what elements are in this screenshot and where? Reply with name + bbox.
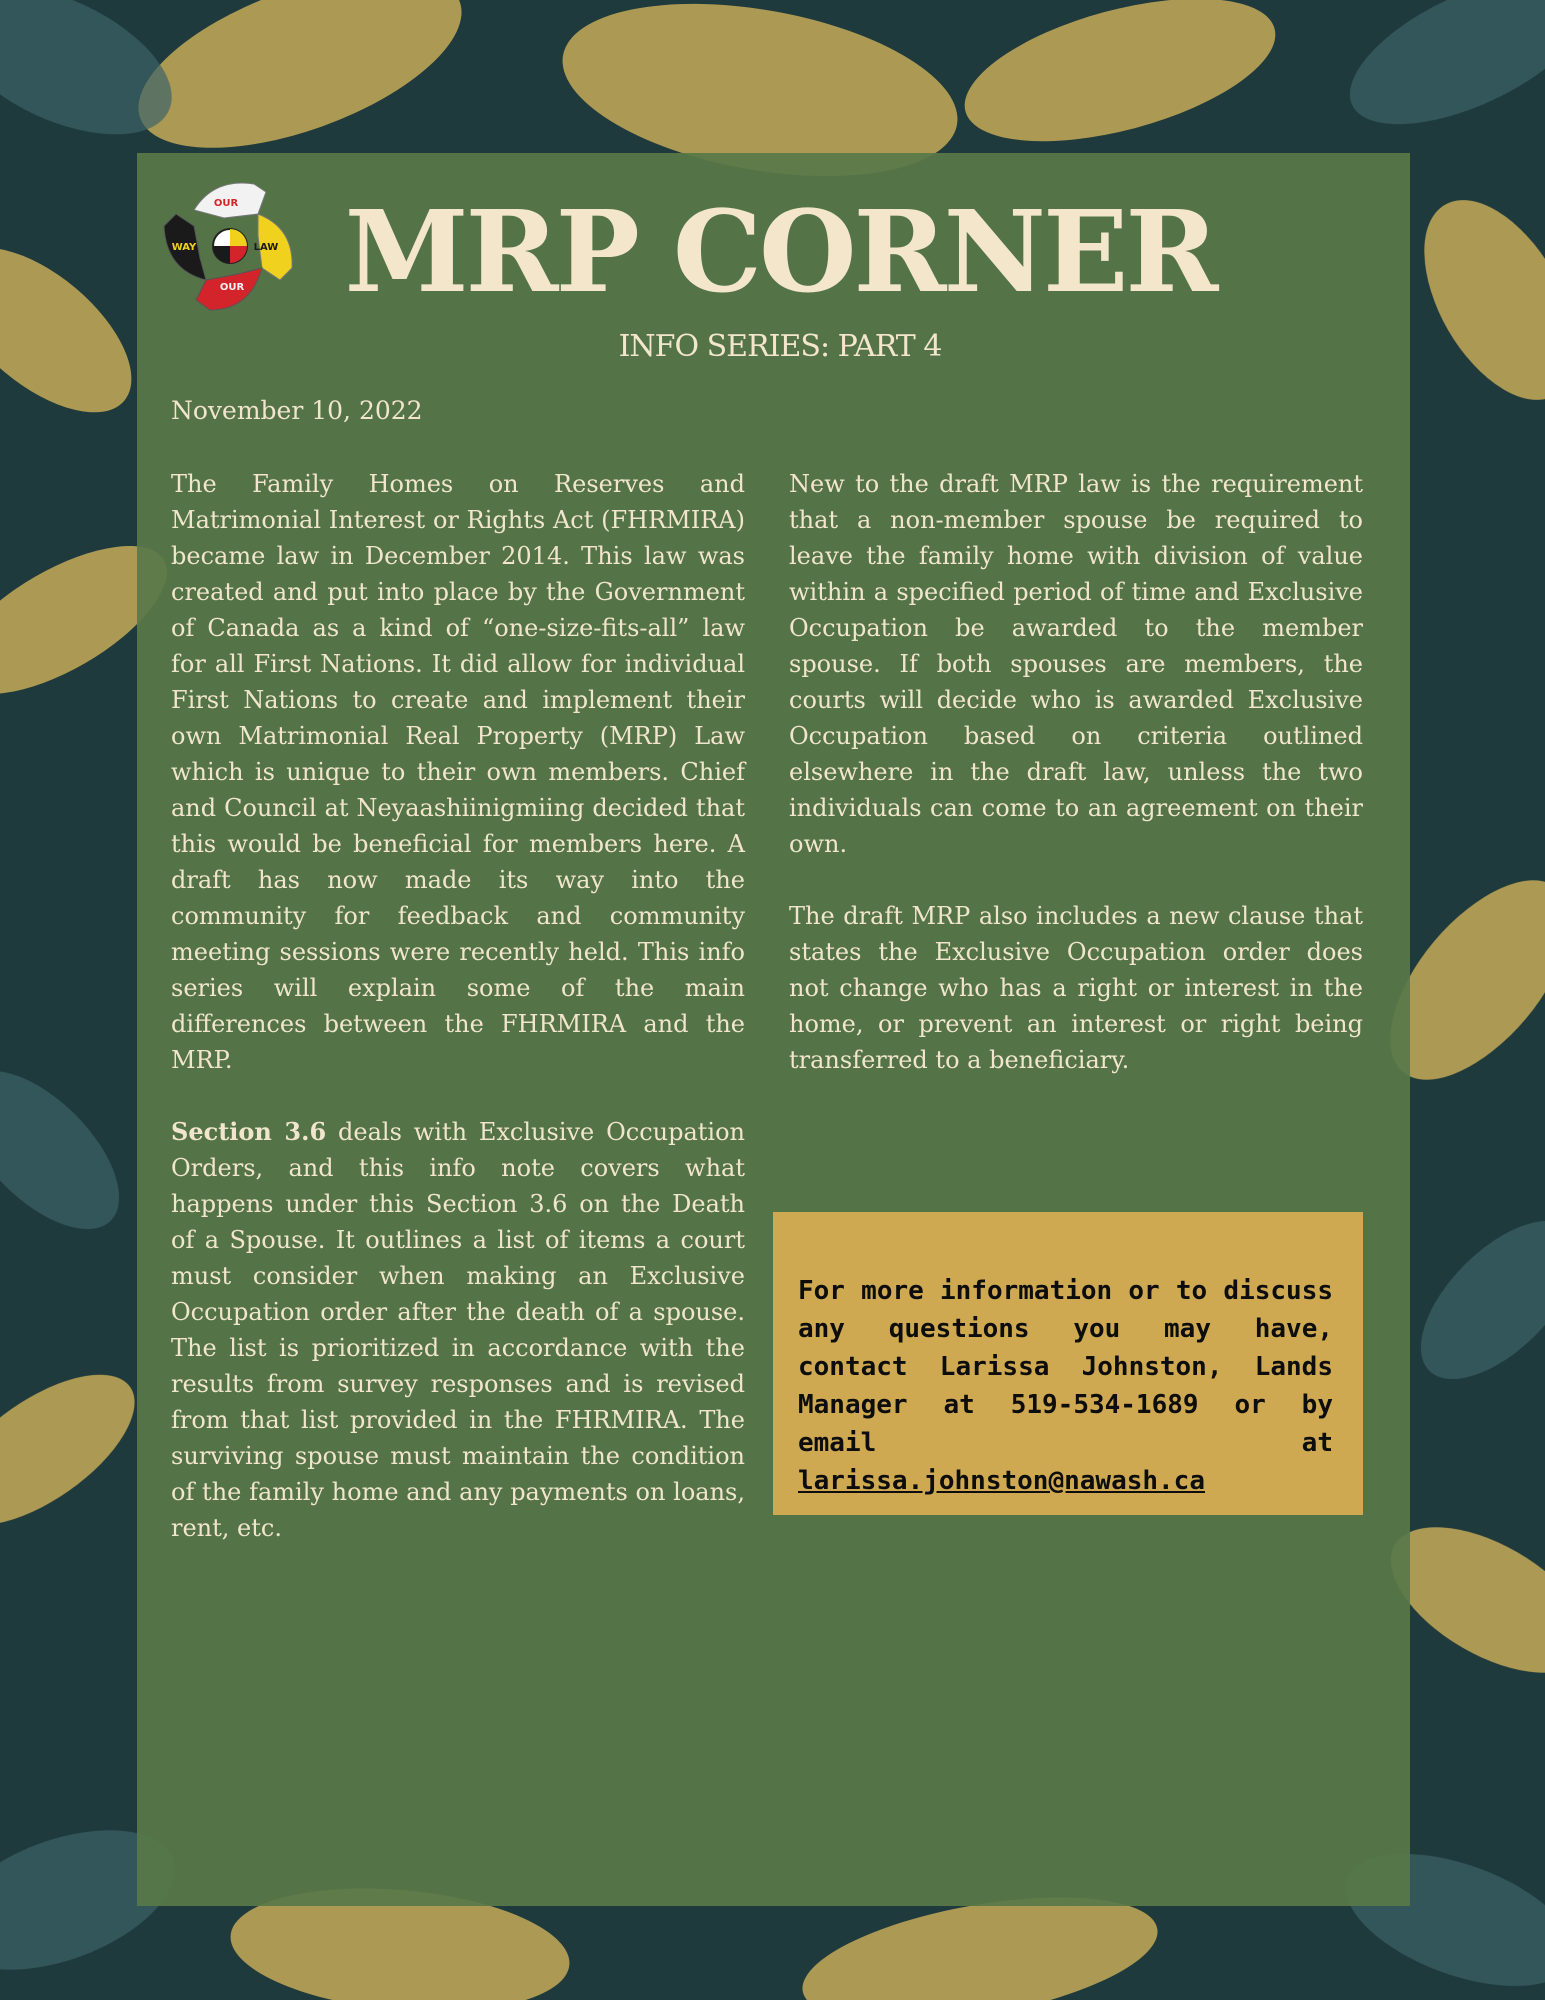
intro-paragraph: The Family Homes on Reserves and Matrimonial Interest or Rights Act (FHRMIRA) became law in December 2014. This law was created and put into place by the Government of Canada as a kind of “one-size-fits-all” law for all First Nations. It did allow for individual First Nations to create and implement their own Matrimonial Real Property (MRP) Law which is unique to their own members. Chief and Council at Neyaashiinigmiing decided that this would be beneficial for members here. A draft has now made its way into the community for feedback and community meeting sessions were recently held. This info series will explain some of the main differences between the FHRMIRA and the MRP. <box>171 470 745 1074</box>
section-label: Section 3.6 <box>171 1117 327 1146</box>
section-paragraph-text: deals with Exclusive Occupation Orders, and this info note covers what happens under this Section 3.6 on the Death of a Spouse. It outlines a list of items a court must consider when making an Exclusive Occupation order after the death of a spouse. The list is prioritized in accordance with the results from survey responses and is revised from that list provided in the FHRMIRA. The surviving spouse must maintain the condition of the family home and any payments on loans, rent, etc. <box>171 1118 745 1542</box>
contact-email-link[interactable]: larissa.johnston@nawash.ca <box>798 1466 1205 1496</box>
new-requirement-paragraph: New to the draft MRP law is the requirement that a non-member spouse be required to leave the family home with division of value within a specified period of time and Exclusive Occupation be awarded to the member spouse. If both spouses are members, the courts will decide who is awarded Exclusive Occupation based on criteria outlined elsewhere in the draft law, unless the two individuals can come to an agreement on their own. <box>789 470 1363 858</box>
logo-word-our-top: OUR <box>213 198 239 209</box>
section-paragraph <box>171 1114 745 1546</box>
publication-date: November 10, 2022 <box>171 396 423 425</box>
contact-info-box <box>773 1212 1363 1515</box>
logo-word-our-bottom: OUR <box>219 282 245 293</box>
page-title: MRP CORNER <box>344 187 1216 318</box>
logo-word-way: WAY <box>171 242 197 253</box>
contact-text: For more information or to discuss any questions you may have, contact Larissa Johnston, Lands Manager at 519-534-1689 or by email at <box>798 1276 1333 1458</box>
contact-info-text <box>798 1272 1333 1500</box>
logo-word-law: LAW <box>253 242 279 253</box>
page-subtitle: INFO SERIES: PART 4 <box>618 329 942 364</box>
our-way-our-law-logo <box>154 170 306 322</box>
right-column <box>789 466 1363 1078</box>
new-clause-paragraph: The draft MRP also includes a new clause that states the Exclusive Occupation order does not change who has a right or interest in the home, or prevent an interest or right being transferred to a beneficiary. <box>789 902 1363 1074</box>
left-column <box>171 466 745 1546</box>
